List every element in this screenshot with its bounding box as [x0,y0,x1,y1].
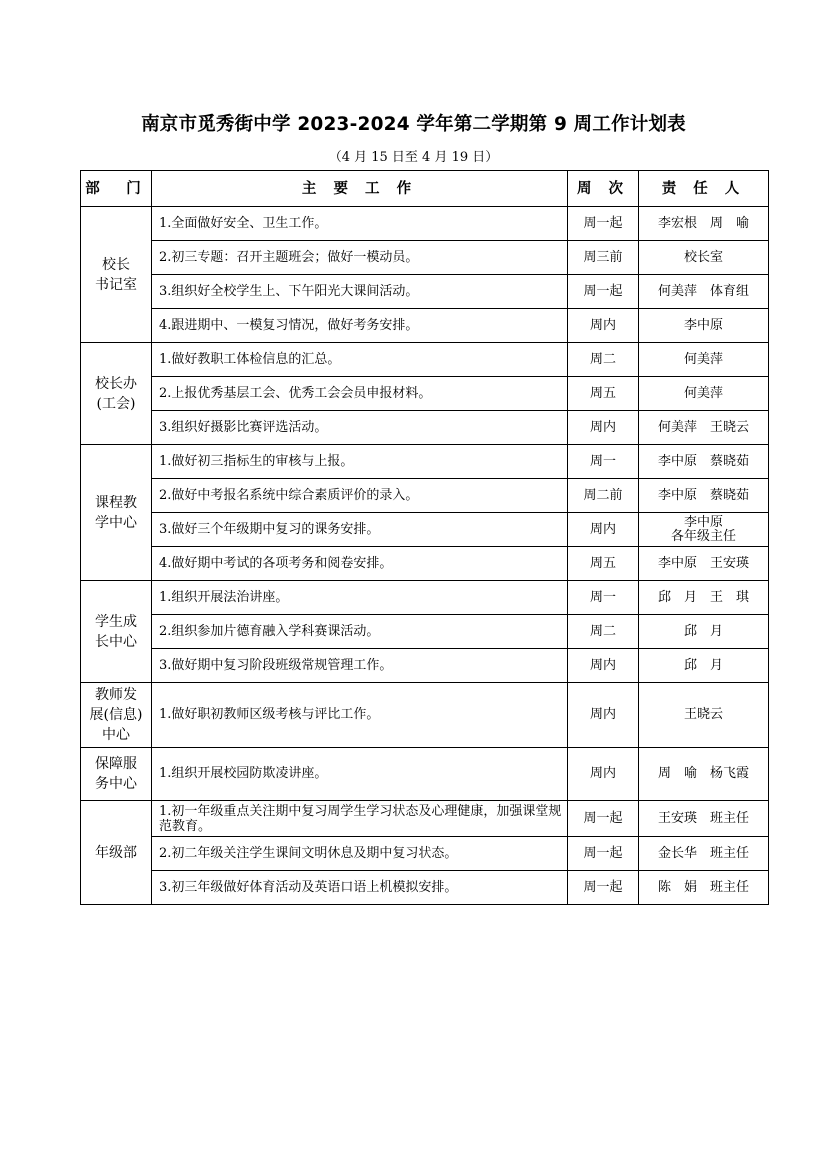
person-cell: 何美萍 王晓云 [639,411,769,445]
week-cell: 周内 [568,309,639,343]
table-row [81,513,769,547]
task-cell: 3.组织好全校学生上、下午阳光大课间活动。 [152,275,568,309]
task-cell: 3.做好期中复习阶段班级常规管理工作。 [152,649,568,683]
person-cell: 何美萍 [639,343,769,377]
table-row [81,207,769,241]
department-name: 校长 书记室 [81,207,152,343]
task-cell: 1.做好教职工体检信息的汇总。 [152,343,568,377]
week-cell: 周一起 [568,871,639,905]
table-row [81,547,769,581]
person-cell: 邱 月 [639,649,769,683]
task-cell: 2.组织参加片德育融入学科赛课活动。 [152,615,568,649]
table-row [81,683,769,748]
task-cell: 1.做好职初教师区级考核与评比工作。 [152,683,568,748]
task-cell: 1.做好初三指标生的审核与上报。 [152,445,568,479]
person-cell: 何美萍 [639,377,769,411]
week-cell: 周五 [568,377,639,411]
department-name: 校长办 (工会) [81,343,152,445]
task-cell: 1.全面做好安全、卫生工作。 [152,207,568,241]
week-cell: 周一起 [568,801,639,837]
task-cell: 3.初三年级做好体育活动及英语口语上机模拟安排。 [152,871,568,905]
department-name: 课程教 学中心 [81,445,152,581]
task-cell: 2.初三专题：召开主题班会；做好一模动员。 [152,241,568,275]
table-row [81,479,769,513]
table-row [81,411,769,445]
task-cell: 2.做好中考报名系统中综合素质评价的录入。 [152,479,568,513]
person-cell: 邱 月 [639,615,769,649]
week-cell: 周内 [568,748,639,801]
table-row [81,445,769,479]
person-cell: 李中原 蔡晓茹 [639,445,769,479]
table-row [81,615,769,649]
table-body [81,207,769,905]
header-person: 责 任 人 [639,171,769,207]
person-cell: 陈 娟 班主任 [639,871,769,905]
header-dept: 部 门 [81,171,152,207]
table-row [81,871,769,905]
table-row [81,837,769,871]
department-name: 教师发 展(信息) 中心 [81,683,152,748]
task-cell: 3.做好三个年级期中复习的课务安排。 [152,513,568,547]
task-cell: 2.上报优秀基层工会、优秀工会会员申报材料。 [152,377,568,411]
week-cell: 周内 [568,411,639,445]
week-cell: 周二 [568,343,639,377]
table-header-row [81,171,769,207]
work-plan-table [80,170,769,905]
week-cell: 周内 [568,649,639,683]
person-cell: 金长华 班主任 [639,837,769,871]
department-name: 保障服 务中心 [81,748,152,801]
week-cell: 周内 [568,683,639,748]
table-row [81,241,769,275]
department-name: 年级部 [81,801,152,905]
table-row [81,649,769,683]
week-cell: 周二 [568,615,639,649]
person-cell: 邱 月 王 琪 [639,581,769,615]
date-range-subtitle: （4 月 15 日至 4 月 19 日） [328,150,499,165]
task-cell: 4.跟进期中、一模复习情况，做好考务安排。 [152,309,568,343]
task-cell: 2.初二年级关注学生课间文明休息及期中复习状态。 [152,837,568,871]
week-cell: 周五 [568,547,639,581]
week-cell: 周三前 [568,241,639,275]
week-cell: 周一 [568,445,639,479]
page-title: 南京市觅秀街中学 2023-2024 学年第二学期第 9 周工作计划表 [141,114,686,135]
week-cell: 周一起 [568,275,639,309]
person-cell: 王晓云 [639,683,769,748]
week-cell: 周二前 [568,479,639,513]
person-cell: 李中原 蔡晓茹 [639,479,769,513]
week-cell: 周一 [568,581,639,615]
task-cell: 1.组织开展法治讲座。 [152,581,568,615]
task-cell: 3.组织好摄影比赛评选活动。 [152,411,568,445]
person-cell: 李中原 王安瑛 [639,547,769,581]
department-name: 学生成 长中心 [81,581,152,683]
header-week: 周 次 [568,171,639,207]
task-cell: 1.初一年级重点关注期中复习周学生学习状态及心理健康，加强课堂规范教育。 [152,801,568,837]
person-cell: 李宏根 周 喻 [639,207,769,241]
table-row [81,309,769,343]
table-row [81,801,769,837]
week-cell: 周一起 [568,837,639,871]
task-cell: 1.组织开展校园防欺凌讲座。 [152,748,568,801]
task-cell: 4.做好期中考试的各项考务和阅卷安排。 [152,547,568,581]
table-row [81,377,769,411]
table-row [81,275,769,309]
table-row [81,748,769,801]
week-cell: 周一起 [568,207,639,241]
person-cell: 王安瑛 班主任 [639,801,769,837]
person-cell: 校长室 [639,241,769,275]
table-row [81,343,769,377]
person-cell: 周 喻 杨飞霞 [639,748,769,801]
table-row [81,581,769,615]
week-cell: 周内 [568,513,639,547]
header-task: 主 要 工 作 [152,171,568,207]
person-cell: 何美萍 体育组 [639,275,769,309]
person-cell: 李中原 [639,309,769,343]
person-cell: 李中原 各年级主任 [639,513,769,547]
